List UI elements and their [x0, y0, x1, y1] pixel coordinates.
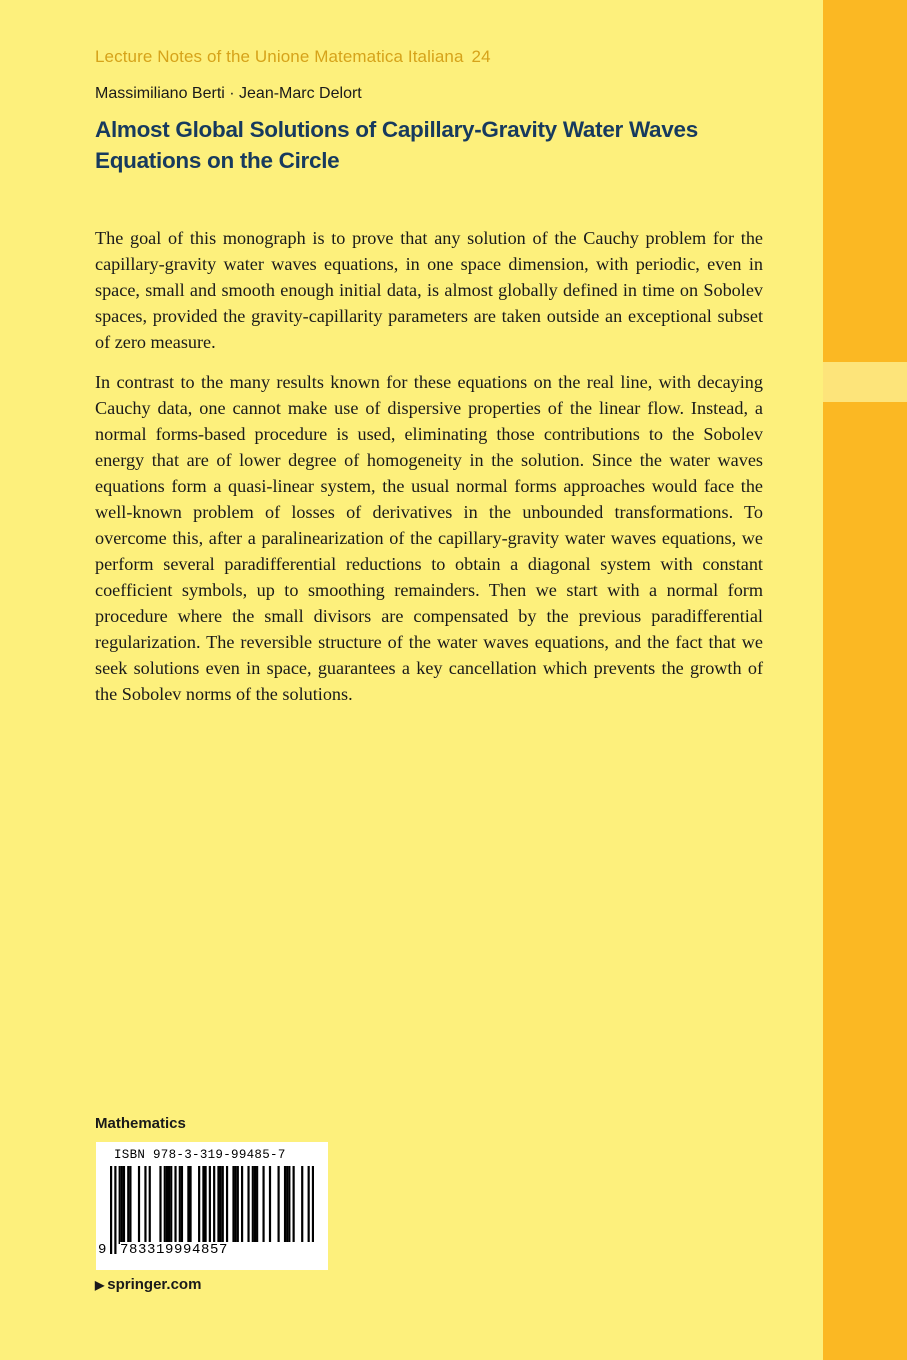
barcode-bar: [277, 1166, 279, 1244]
abstract: [95, 225, 763, 721]
barcode-bar: [204, 1166, 206, 1244]
spine-band-gap: [823, 362, 907, 402]
barcode-bar: [119, 1166, 121, 1244]
abstract-paragraph-2: In contrast to the many results known for these equations on the real line, with decaying Cauchy data, one cannot make use of dispersive properties of the linear flow. Instead, a normal forms-based procedure is used, eliminating those contributions to the Sobolev energy that are of lower degree of homogeneity in the solution. Since the water waves equations form a quasi-linear system, the usual normal forms approaches would face the well-known problem of losses of derivatives in the unbounded transformations. To overcome this, after a paralinearization of the capillary-gravity water waves equations, we perform several paradifferential reductions to obtain a diagonal system with constant coefficient symbols, up to smoothing remainders. Then we start with a normal form procedure where the small divisors are compensated by the previous paradifferential regularization. The reversible structure of the water waves equations, and the fact that we seek solutions even in space, guarantees a key cancellation which prevents the growth of the Sobolev norms of the solutions.: [95, 372, 763, 704]
barcode-bar: [209, 1166, 211, 1254]
barcode-bar: [164, 1166, 166, 1244]
barcode-bar: [254, 1166, 256, 1244]
barcode-bar: [262, 1166, 264, 1244]
barcode-bar: [269, 1166, 271, 1244]
barcode-bar: [252, 1166, 254, 1244]
barcode-digits: 783319994857: [120, 1242, 320, 1258]
barcode-bar: [129, 1166, 131, 1244]
barcode-bar: [288, 1166, 290, 1244]
barcode-bar: [241, 1166, 243, 1244]
barcode-bar: [166, 1166, 168, 1244]
barcode-bar: [170, 1166, 172, 1244]
barcode-bar: [121, 1166, 123, 1244]
barcode-bar: [114, 1166, 116, 1254]
barcode-bar: [110, 1166, 112, 1254]
barcode-bar: [247, 1166, 249, 1244]
barcode-bars: [110, 1166, 314, 1254]
abstract-paragraph-1: The goal of this monograph is to prove that any solution of the Cauchy problem for the capillary-gravity water waves equations, in one space dimension, with periodic, even in space, small and smooth enough initial data, is almost globally defined in time on Sobolev spaces, provided the gravity-capillarity parameters are taken outside an exceptional subset of zero measure.: [95, 228, 763, 352]
series-title: [95, 47, 491, 67]
barcode-lead-digit: 9: [98, 1242, 107, 1258]
barcode-bar: [293, 1166, 295, 1244]
title-line-2: Equations on the Circle: [95, 148, 340, 173]
arrow-right-icon: ▶: [95, 1278, 105, 1292]
barcode-bar: [179, 1166, 181, 1244]
barcode-bar: [123, 1166, 125, 1244]
isbn-label: ISBN 978-3-319-99485-7: [114, 1148, 286, 1162]
spine-color-band: [823, 0, 907, 1360]
barcode-bar: [312, 1166, 314, 1254]
publisher-url: springer.com: [107, 1276, 202, 1293]
barcode-bar: [127, 1166, 129, 1244]
barcode-bar: [226, 1166, 228, 1244]
barcode-bar: [144, 1166, 146, 1244]
series-name: Lecture Notes of the Unione Matematica Italiana: [95, 47, 464, 66]
barcode-bar: [235, 1166, 237, 1244]
barcode-bar: [308, 1166, 310, 1254]
title-line-1: Almost Global Solutions of Capillary-Gravity Water Waves: [95, 117, 698, 142]
barcode-bar: [198, 1166, 200, 1244]
barcode-bar: [213, 1166, 215, 1254]
barcode-bar: [181, 1166, 183, 1244]
barcode-bar: [256, 1166, 258, 1244]
barcode-bar: [187, 1166, 189, 1244]
barcode-bar: [202, 1166, 204, 1244]
book-title: [95, 114, 795, 176]
barcode-bar: [222, 1166, 224, 1244]
barcode-bar: [159, 1166, 161, 1244]
subject-label: Mathematics: [95, 1115, 186, 1132]
authors: Massimiliano Berti · Jean-Marc Delort: [95, 85, 362, 102]
series-volume: 24: [471, 47, 491, 66]
barcode-bar: [189, 1166, 191, 1244]
barcode-bar: [284, 1166, 286, 1244]
barcode-bar: [220, 1166, 222, 1244]
barcode-bar: [286, 1166, 288, 1244]
barcode-bar: [237, 1166, 239, 1244]
publisher-link[interactable]: [95, 1276, 201, 1293]
barcode-bar: [168, 1166, 170, 1244]
barcode-bar: [149, 1166, 151, 1244]
barcode-bar: [232, 1166, 234, 1244]
isbn-barcode: [96, 1142, 328, 1270]
barcode-bar: [174, 1166, 176, 1244]
barcode-bar: [138, 1166, 140, 1244]
barcode-bar: [217, 1166, 219, 1244]
barcode-bar: [301, 1166, 303, 1244]
